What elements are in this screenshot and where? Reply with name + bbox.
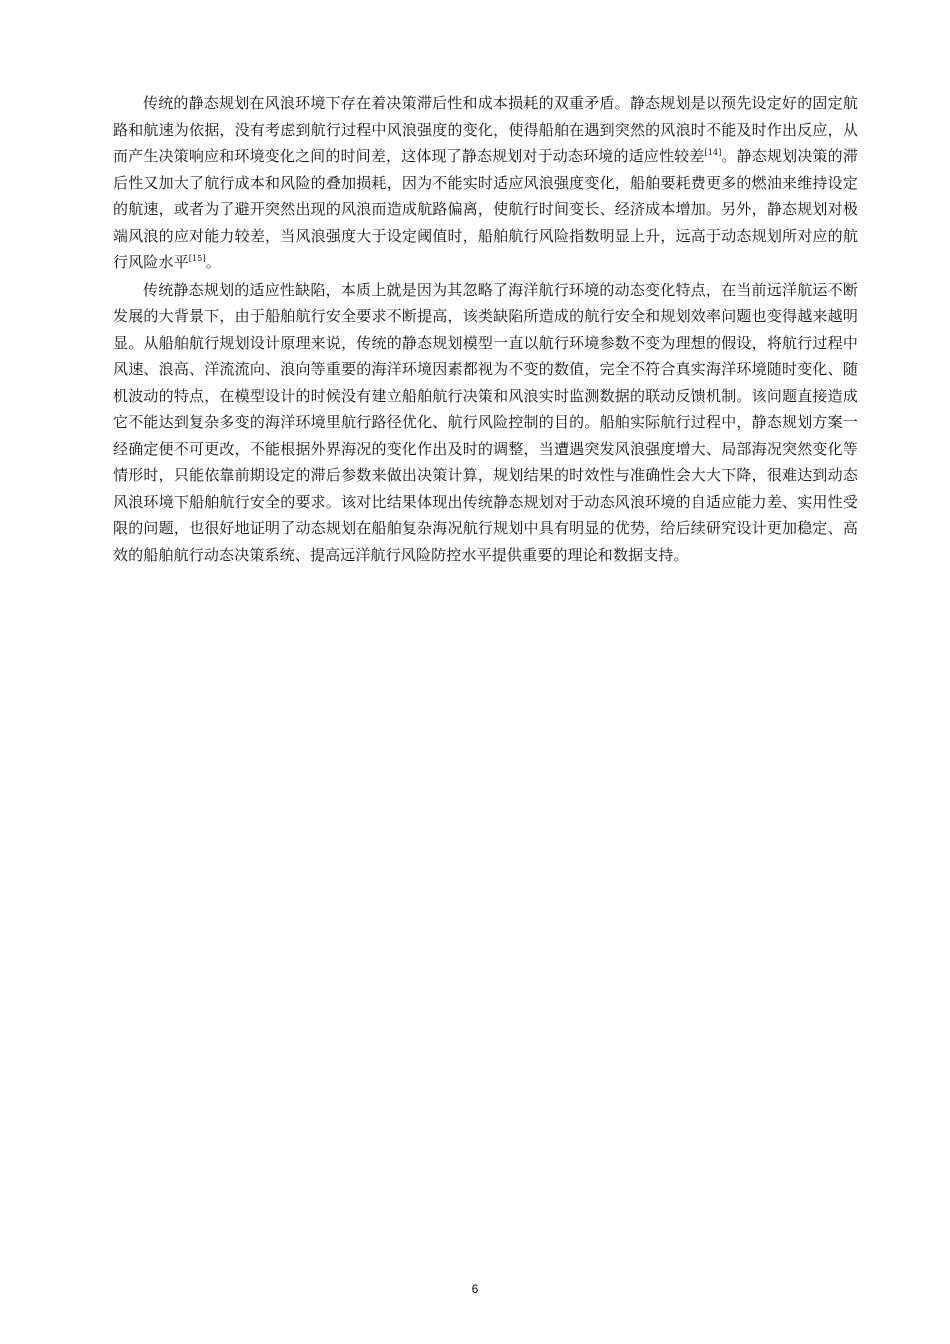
page-number: 6: [471, 1282, 479, 1296]
paragraph-1-text-a: 传统的静态规划在风浪环境下存在着决策滞后性和成本损耗的双重矛盾。静态规划是以预先设定好的固定航路和航速为依据，没有考虑到航行过程中风浪强度的变化，使得船舶在遇到突然的风浪时不能及时作出反应，从而产生决策响应和环境变化之间的时间差，这体现了静态规划对于动态环境的适应性较差: [113, 94, 858, 165]
paragraph-1-text-c: 。: [205, 253, 221, 271]
paragraph-1-text-b: 。静态规划决策的滞后性又加大了航行成本和风险的叠加损耗，因为不能实时适应风浪强度变化，船舶要耗费更多的燃油来维持设定的航速，或者为了避开突然出现的风浪而造成航路偏离，使航行时间变长、经济成本增加。另外，静态规划对极端风浪的应对能力较差，当风浪强度大于设定阈值时，船舶航行风险指数明显上升，远高于动态规划所对应的航行风险水平: [113, 147, 858, 271]
paragraph-2: 传统静态规划的适应性缺陷，本质上就是因为其忽略了海洋航行环境的动态变化特点，在当前远洋航运不断发展的大背景下，由于船舶航行安全要求不断提高，该类缺陷所造成的航行安全和规划效率问题也变得越来越明显。从船舶航行规划设计原理来说，传统的静态规划模型一直以航行环境参数不变为理想的假设，将航行过程中风速、浪高、洋流流向、浪向等重要的海洋环境因素都视为不变的数值，完全不符合真实海洋环境随时变化、随机波动的特点，在模型设计的时候没有建立船舶航行决策和风浪实时监测数据的联动反馈机制。该问题直接造成它不能达到复杂多变的海洋环境里航行路径优化、航行风险控制的目的。船舶实际航行过程中，静态规划方案一经确定便不可更改，不能根据外界海况的变化作出及时的调整，当遭遇突发风浪强度增大、局部海况突然变化等情形时，只能依靠前期设定的滞后参数来做出决策计算，规划结果的时效性与准确性会大大下降，很难达到动态风浪环境下船舶航行安全的要求。该对比结果体现出传统静态规划对于动态风浪环境的自适应能力差、实用性受限的问题，也很好地证明了动态规划在船舶复杂海况航行规划中具有明显的优势，给后续研究设计更加稳定、高效的船舶航行动态决策系统、提高远洋航行风险防控水平提供重要的理论和数据支持。: [113, 280, 858, 564]
citation-14: [14]: [704, 148, 722, 157]
body-text: [113, 90, 858, 568]
paragraph-1: [113, 90, 858, 276]
citation-15: [15]: [188, 254, 206, 263]
